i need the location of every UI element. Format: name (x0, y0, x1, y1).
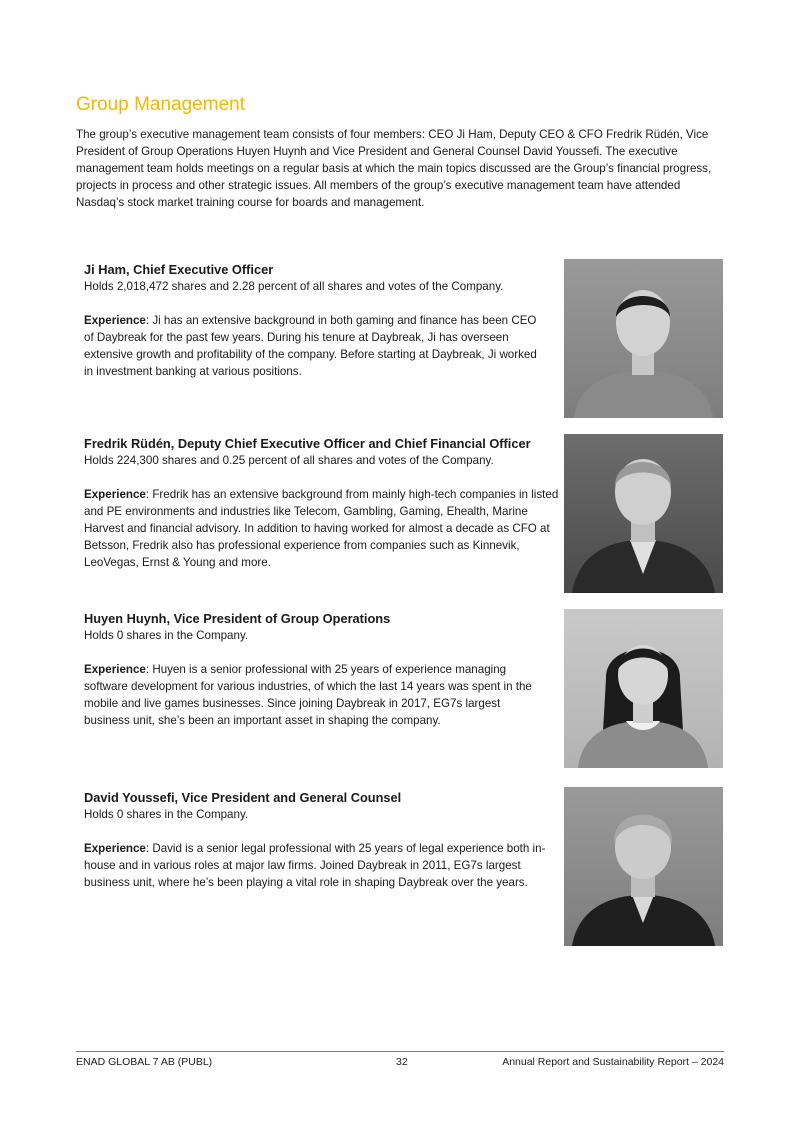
portrait-photo-david-youssefi (564, 787, 723, 946)
portrait-silhouette-icon (564, 609, 723, 768)
member-holdings: Holds 2,018,472 shares and 2.28 percent of all shares and votes of the Company. (84, 280, 504, 293)
portrait-photo-ji-ham (564, 259, 723, 418)
experience-label: Experience (84, 488, 146, 501)
member-name: David Youssefi, Vice President and General Counsel (84, 790, 402, 805)
experience-label: Experience (84, 314, 146, 327)
experience-label: Experience (84, 663, 146, 676)
portrait-silhouette-icon (564, 259, 723, 418)
member-experience (84, 840, 549, 891)
member-david-youssefi (84, 789, 549, 891)
member-fredrik-ruden (84, 435, 559, 571)
portrait-silhouette-icon (564, 434, 723, 593)
member-name: Fredrik Rüdén, Deputy Chief Executive Officer and Chief Financial Officer (84, 436, 531, 451)
footer-report-title: Annual Report and Sustainability Report – 2024 (502, 1056, 724, 1068)
member-ji-ham (84, 261, 549, 380)
intro-paragraph: The group’s executive management team consists of four members: CEO Ji Ham, Deputy CEO & CFO Fredrik Rüdén, Vice President of Group Operations Huyen Huynh and Vice President and General Counsel David Youssefi. The executive management team holds meetings on a regular basis at which the main topics discussed are the Group’s financial progress, projects in process and other strategic issues. All members of the group’s executive management team have attended Nasdaq’s stock market training course for boards and management. (76, 128, 712, 209)
member-experience (84, 486, 559, 571)
member-name: Ji Ham, Chief Executive Officer (84, 262, 274, 277)
member-holdings: Holds 224,300 shares and 0.25 percent of all shares and votes of the Company. (84, 454, 494, 467)
member-huyen-huynh (84, 610, 549, 729)
experience-label: Experience (84, 842, 146, 855)
portrait-photo-huyen-huynh (564, 609, 723, 768)
member-holdings: Holds 0 shares in the Company. (84, 629, 249, 642)
member-name: Huyen Huynh, Vice President of Group Operations (84, 611, 391, 626)
member-experience (84, 312, 549, 380)
member-experience (84, 661, 549, 729)
member-holdings: Holds 0 shares in the Company. (84, 808, 249, 821)
footer-company-name: ENAD GLOBAL 7 AB (PUBL) (76, 1056, 213, 1068)
experience-text: : Ji has an extensive background in both gaming and finance has been CEO of Daybreak for the past few years. During his tenure at Daybreak, Ji has overseen extensive growth and profitability of the company. Before starting at Daybreak, Ji worked in investment banking at various positions. (84, 314, 537, 378)
portrait-photo-fredrik-ruden (564, 434, 723, 593)
experience-text: : Huyen is a senior professional with 25 years of experience managing software development for various industries, of which the last 14 years was spent in the mobile and live games businesses. Since joining Daybreak in 2017, EG7s largest business unit, she’s been an important asset in shaping the company. (84, 663, 532, 727)
experience-text: : David is a senior legal professional with 25 years of legal experience both in-house and in various roles at major law firms. Joined Daybreak in 2011, EG7s largest business unit, where he’s been playing a vital role in shaping Daybreak over the years. (84, 842, 546, 889)
portrait-silhouette-icon (564, 787, 723, 946)
footer-divider (76, 1051, 724, 1052)
experience-text: : Fredrik has an extensive background from mainly high-tech companies in listed and PE environments and industries like Telecom, Gambling, Gaming, Ehealth, Marine Harvest and financial advisory. In addition to having worked for almost a decade as CFO at Betsson, Fredrik also has professional experience from companies such as Kinnevik, LeoVegas, Ernst & Young and more. (84, 488, 559, 569)
footer-page-number: 32 (396, 1056, 408, 1068)
page-title: Group Management (76, 94, 245, 115)
